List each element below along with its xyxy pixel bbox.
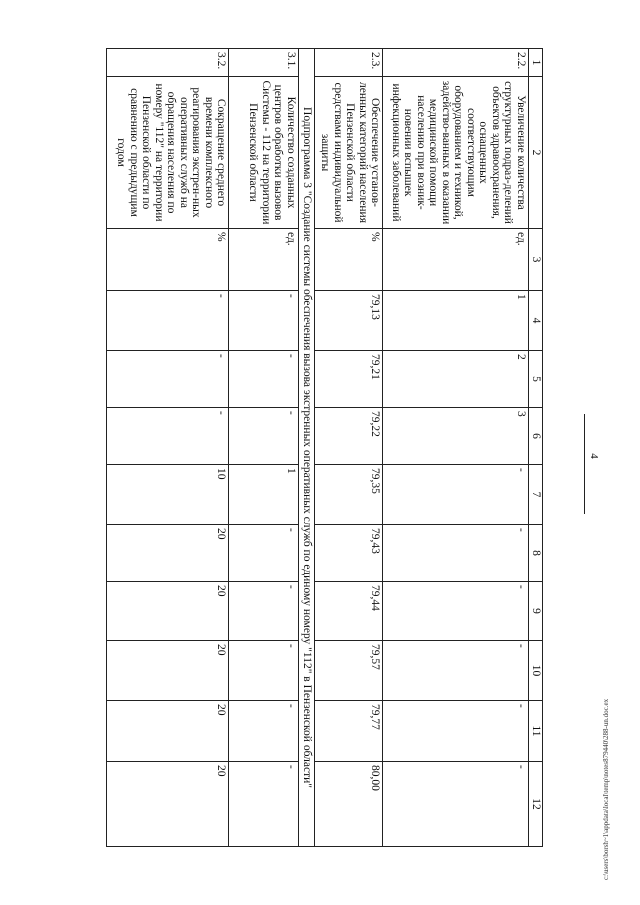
- value-cell: -: [383, 641, 529, 701]
- value-cell: -: [383, 465, 529, 525]
- unit-cell: ед.: [229, 229, 298, 291]
- value-cell: 20: [107, 641, 229, 701]
- value-cell: -: [229, 582, 298, 641]
- value-cell: 79,13: [315, 291, 383, 351]
- indicator-name: Сокращение среднего времени комплексного реагирования экстрен-ных оперативных служб на обращения населения по номеру "112" на территории Пензенской области по сравнению с предыдущим годом: [107, 77, 229, 229]
- value-cell: -: [229, 408, 298, 465]
- value-cell: 79,21: [315, 351, 383, 408]
- value-cell: -: [107, 351, 229, 408]
- header-cell: 8: [528, 525, 542, 582]
- indicator-name: Количество созданных центров обработки вызовов Системы - 112 на территории Пензенской области: [229, 77, 298, 229]
- header-cell: 1: [528, 49, 542, 77]
- header-cell: 6: [528, 408, 542, 465]
- row-number: 3.2.: [107, 49, 229, 77]
- value-cell: 20: [107, 762, 229, 847]
- value-cell: 79,43: [315, 525, 383, 582]
- value-cell: 20: [107, 701, 229, 762]
- header-cell: 5: [528, 351, 542, 408]
- unit-cell: %: [315, 229, 383, 291]
- row-number: 3.1.: [229, 49, 298, 77]
- table-row: [107, 49, 229, 847]
- value-cell: 79,35: [315, 465, 383, 525]
- value-cell: -: [229, 291, 298, 351]
- value-cell: 2: [383, 351, 529, 408]
- header-cell: 4: [528, 291, 542, 351]
- table-row: [383, 49, 529, 847]
- table-row: [315, 49, 383, 847]
- value-cell: 20: [107, 525, 229, 582]
- table-row: [229, 49, 298, 847]
- header-row: [528, 49, 542, 847]
- value-cell: -: [229, 762, 298, 847]
- subprogram-title: Подпрограмма 3 "Создание системы обеспечения вызова экстренных оперативных служб по единому номеру "112" в Пензенской области": [298, 49, 315, 847]
- unit-cell: ед.: [383, 229, 529, 291]
- value-cell: -: [107, 291, 229, 351]
- value-cell: 10: [107, 465, 229, 525]
- value-cell: 1: [229, 465, 298, 525]
- value-cell: 1: [383, 291, 529, 351]
- header-cell: 11: [528, 701, 542, 762]
- subprogram-row: [298, 49, 315, 847]
- footer-file-path: c:\users\borsh~1\appdata\local\temp\notes879440\288-un.doc.ex: [602, 698, 610, 880]
- value-cell: -: [383, 525, 529, 582]
- row-number: 2.2.: [383, 49, 529, 77]
- end-of-table-line: [584, 414, 585, 514]
- value-cell: 80,00: [315, 762, 383, 847]
- indicator-name: Обеспечение установ-ленных категорий населения Пензенской области средствами индивидуальной защиты: [315, 77, 383, 229]
- header-cell: 9: [528, 582, 542, 641]
- value-cell: -: [229, 525, 298, 582]
- value-cell: -: [107, 408, 229, 465]
- header-cell: 2: [528, 77, 542, 229]
- value-cell: -: [229, 701, 298, 762]
- value-cell: 79,22: [315, 408, 383, 465]
- value-cell: -: [383, 582, 529, 641]
- value-cell: -: [229, 351, 298, 408]
- indicator-table: [106, 48, 543, 847]
- value-cell: -: [229, 641, 298, 701]
- value-cell: 79,44: [315, 582, 383, 641]
- header-cell: 3: [528, 229, 542, 291]
- value-cell: 79,57: [315, 641, 383, 701]
- header-cell: 12: [528, 762, 542, 847]
- indicator-name: Увеличение количества структурных подраз-делений объектов здравоохранения, оснащенных соответствующим оборудованием и техникой, задейство-ванных в оказании медицинской помощи населению при возник-новении вспышек инфекционных заболеваний: [383, 77, 529, 229]
- unit-cell: %: [107, 229, 229, 291]
- row-number: 2.3.: [315, 49, 383, 77]
- page-number: 4: [587, 453, 600, 459]
- header-cell: 7: [528, 465, 542, 525]
- value-cell: 20: [107, 582, 229, 641]
- header-cell: 10: [528, 641, 542, 701]
- value-cell: -: [383, 762, 529, 847]
- indicator-table-sheet: [106, 48, 543, 846]
- value-cell: 3: [383, 408, 529, 465]
- value-cell: 79,77: [315, 701, 383, 762]
- value-cell: -: [383, 701, 529, 762]
